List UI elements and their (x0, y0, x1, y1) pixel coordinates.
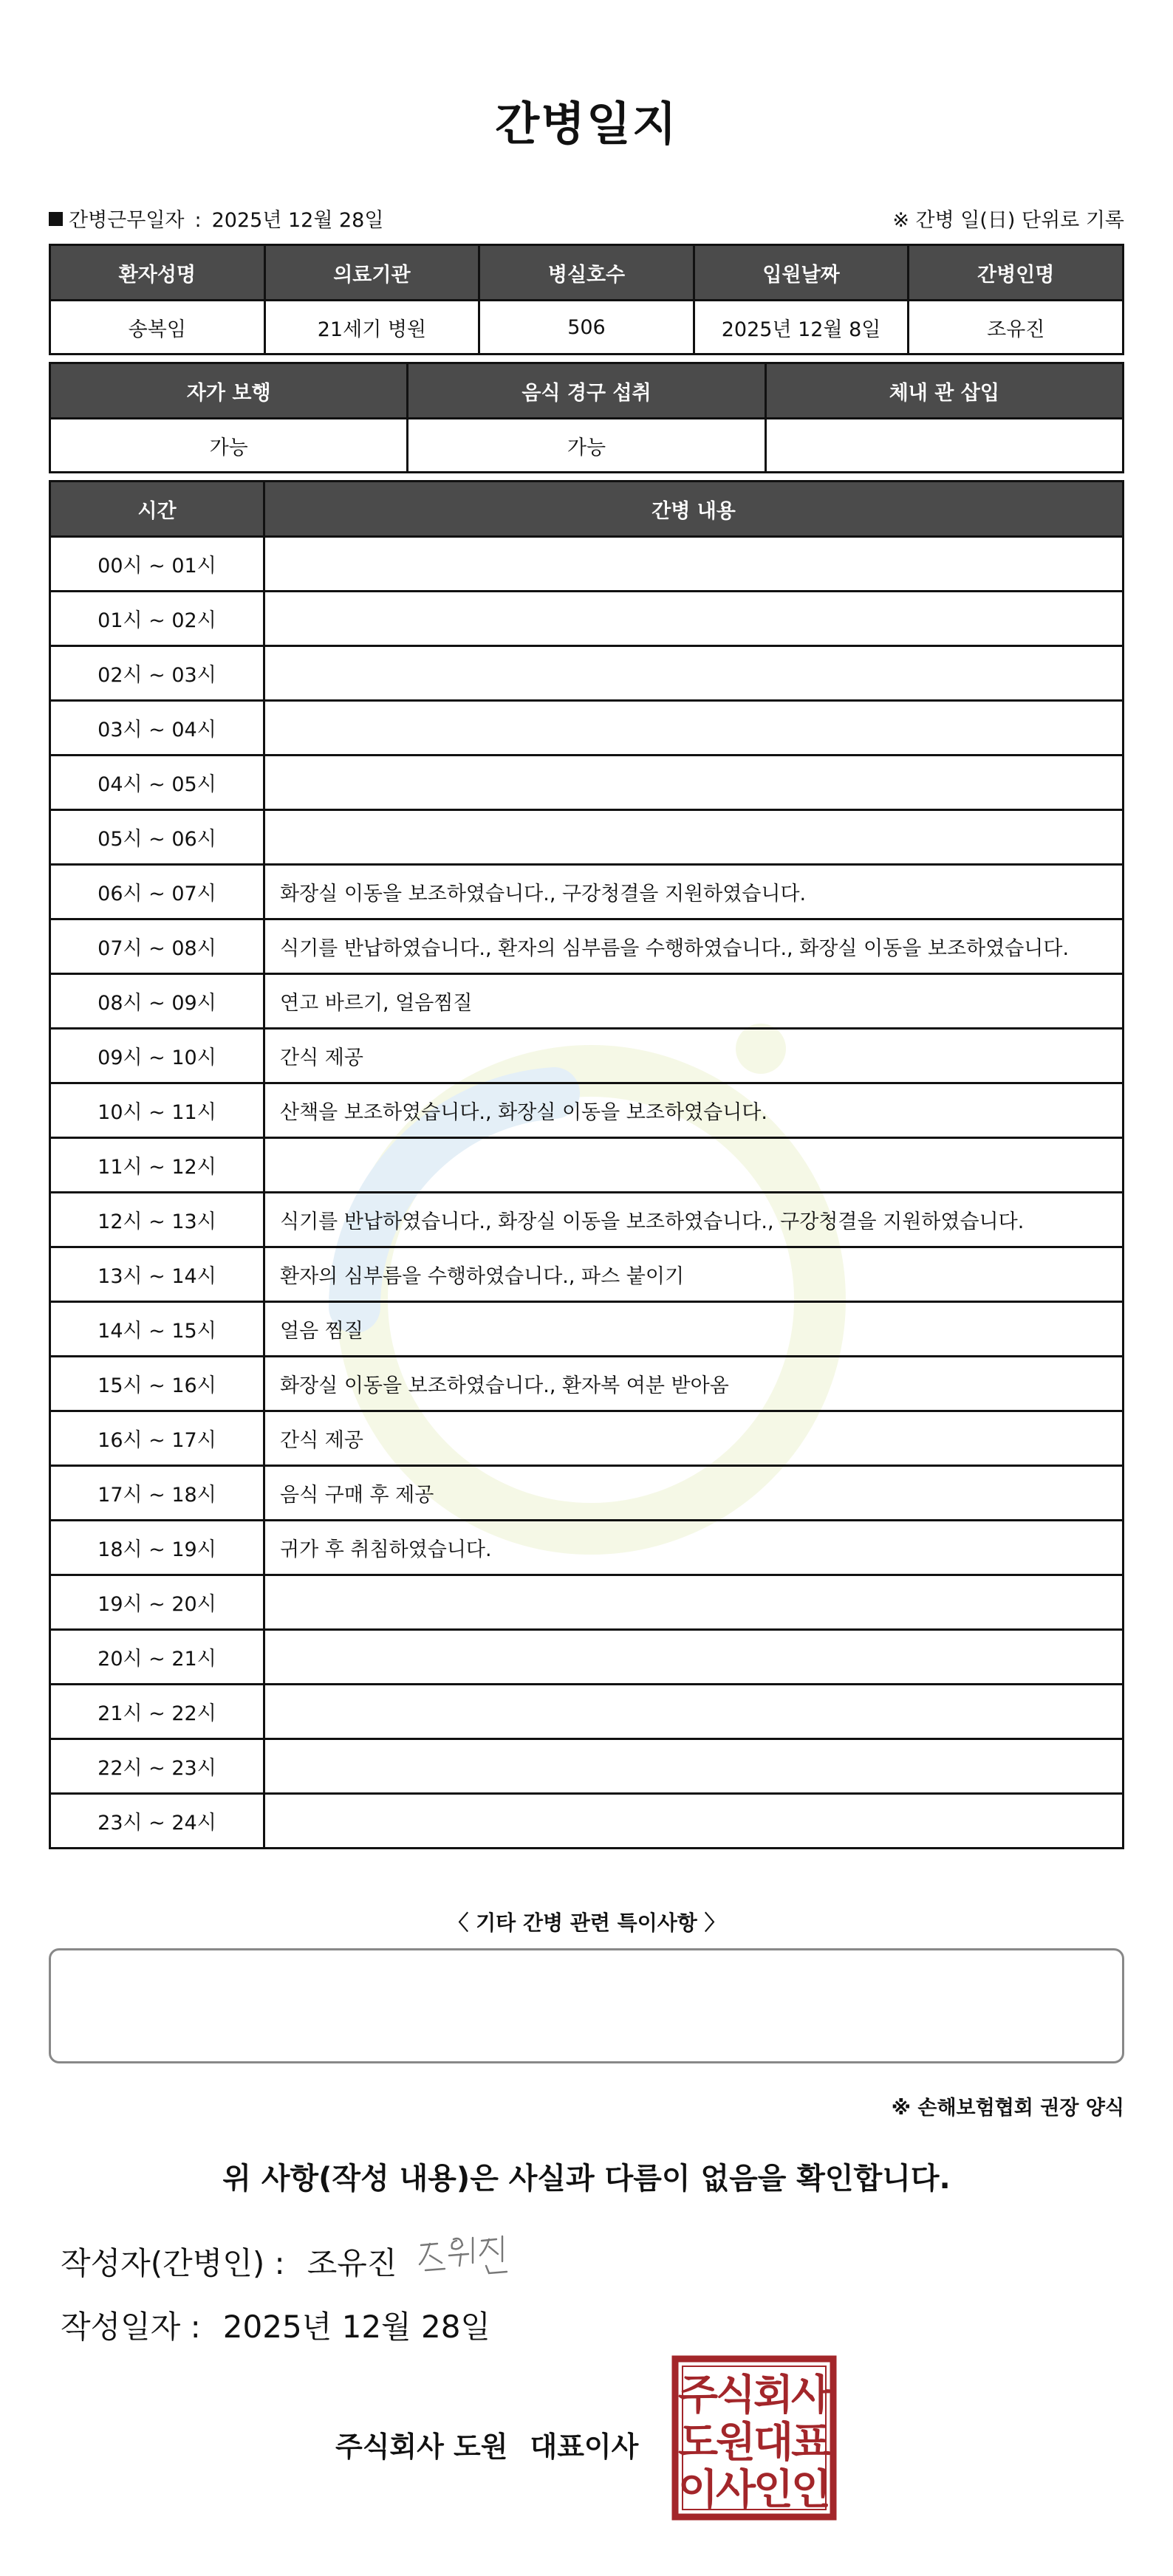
seal-char: 인 (790, 2466, 832, 2514)
log-row (50, 1685, 1124, 1739)
care-log-header-row (50, 482, 1124, 537)
patient-info-header-row (50, 245, 1124, 301)
seal-char: 식 (715, 2371, 756, 2419)
log-time-cell: 01시 ~ 02시 (50, 592, 264, 646)
written-date-value: 2025년 12월 28일 (222, 2309, 490, 2345)
log-row (50, 1302, 1124, 1357)
seal-char: 원 (715, 2419, 756, 2467)
log-time-cell: 10시 ~ 11시 (50, 1083, 264, 1138)
bullet-square-icon (49, 212, 63, 226)
work-date-separator: : (194, 209, 202, 232)
log-time-cell: 08시 ~ 09시 (50, 974, 264, 1029)
log-row (50, 865, 1124, 919)
log-content-cell: 음식 구매 후 제공 (264, 1466, 1124, 1521)
patient-info-table (49, 244, 1124, 355)
patient-info-value-row (50, 301, 1124, 354)
log-content-cell (264, 701, 1124, 756)
work-date-value: 2025년 12월 28일 (211, 209, 384, 232)
log-row (50, 1521, 1124, 1575)
seal-char: 사 (790, 2371, 832, 2419)
log-row (50, 1630, 1124, 1685)
log-row (50, 1247, 1124, 1302)
log-content-cell (264, 592, 1124, 646)
caregiver-name-value: 조유진 (909, 301, 1124, 354)
special-notes-box (49, 1948, 1124, 2063)
company-seal (671, 2354, 838, 2521)
header-oral-intake: 음식 경구 섭취 (408, 363, 765, 419)
handwritten-signature (415, 2229, 511, 2281)
confirmation-statement: 위 사항(작성 내용)은 사실과 다름이 없음을 확인합니다. (222, 2162, 951, 2196)
log-content-cell (264, 1685, 1124, 1739)
seal-char: 회 (753, 2371, 794, 2419)
log-time-cell: 07시 ~ 08시 (50, 919, 264, 974)
patient-status-table (49, 362, 1124, 473)
work-date-line (49, 204, 383, 233)
form-note: ※ 손해보험협회 권장 양식 (891, 2097, 1124, 2120)
log-row (50, 1083, 1124, 1138)
log-row (50, 756, 1124, 810)
document-title: 간병일지 (495, 97, 678, 151)
writer-label: 작성자(간병인) : (61, 2245, 285, 2281)
log-content-cell: 화장실 이동을 보조하였습니다., 구강청결을 지원하였습니다. (264, 865, 1124, 919)
header-patient-name: 환자성명 (50, 245, 265, 301)
seal-char: 도 (677, 2419, 719, 2467)
header-tube-insertion: 체내 관 삽입 (765, 363, 1123, 419)
log-time-cell: 19시 ~ 20시 (50, 1575, 264, 1630)
log-time-cell: 09시 ~ 10시 (50, 1029, 264, 1083)
hospital-value: 21세기 병원 (264, 301, 479, 354)
log-time-cell: 06시 ~ 07시 (50, 865, 264, 919)
seal-char: 주 (677, 2371, 719, 2419)
patient-name-value: 송복임 (50, 301, 265, 354)
log-content-cell (264, 1794, 1124, 1849)
log-content-cell: 식기를 반납하였습니다., 환자의 심부름을 수행하였습니다., 화장실 이동을 보조하였습니다. (264, 919, 1124, 974)
log-row (50, 592, 1124, 646)
log-content-cell: 화장실 이동을 보조하였습니다., 환자복 여분 받아옴 (264, 1357, 1124, 1411)
seal-char: 인 (753, 2466, 794, 2514)
log-row (50, 646, 1124, 701)
log-row (50, 701, 1124, 756)
log-content-cell: 귀가 후 취침하였습니다. (264, 1521, 1124, 1575)
oral-intake-value: 가능 (408, 419, 765, 473)
seal-char: 표 (790, 2419, 832, 2467)
admission-date-value: 2025년 12월 8일 (694, 301, 909, 354)
seal-char: 이 (677, 2466, 719, 2514)
log-row (50, 1466, 1124, 1521)
log-row (50, 1411, 1124, 1466)
log-row (50, 1739, 1124, 1794)
log-time-cell: 21시 ~ 22시 (50, 1685, 264, 1739)
log-time-cell: 17시 ~ 18시 (50, 1466, 264, 1521)
written-date-line (61, 2303, 490, 2347)
log-content-cell (264, 1739, 1124, 1794)
seal-char: 사 (715, 2466, 756, 2514)
log-content-cell (264, 810, 1124, 865)
representative-title: 대표이사 (530, 2431, 639, 2463)
header-caregiver-name: 간병인명 (909, 245, 1124, 301)
writer-name: 조유진 (307, 2245, 397, 2281)
company-line (335, 2424, 638, 2464)
self-walking-value: 가능 (50, 419, 408, 473)
log-time-cell: 22시 ~ 23시 (50, 1739, 264, 1794)
log-time-cell: 02시 ~ 03시 (50, 646, 264, 701)
log-content-cell: 환자의 심부름을 수행하였습니다., 파스 붙이기 (264, 1247, 1124, 1302)
log-content-cell (264, 756, 1124, 810)
written-date-label: 작성일자 : (61, 2309, 201, 2345)
log-content-cell: 간식 제공 (264, 1411, 1124, 1466)
log-row (50, 810, 1124, 865)
log-time-cell: 05시 ~ 06시 (50, 810, 264, 865)
log-time-cell: 20시 ~ 21시 (50, 1630, 264, 1685)
log-content-cell (264, 1575, 1124, 1630)
header-hospital: 의료기관 (264, 245, 479, 301)
log-time-cell: 12시 ~ 13시 (50, 1193, 264, 1247)
log-time-cell: 18시 ~ 19시 (50, 1521, 264, 1575)
log-time-cell: 14시 ~ 15시 (50, 1302, 264, 1357)
log-row (50, 1138, 1124, 1193)
log-row (50, 919, 1124, 974)
log-time-cell: 15시 ~ 16시 (50, 1357, 264, 1411)
special-notes-title: 〈 기타 간병 관련 특이사항 〉 (448, 1911, 725, 1935)
header-room-number: 병실호수 (479, 245, 694, 301)
log-time-cell: 03시 ~ 04시 (50, 701, 264, 756)
patient-status-value-row (50, 419, 1124, 473)
log-content-cell: 식기를 반납하였습니다., 화장실 이동을 보조하였습니다., 구강청결을 지원하였습니다. (264, 1193, 1124, 1247)
log-row (50, 1029, 1124, 1083)
header-self-walking: 자가 보행 (50, 363, 408, 419)
log-content-cell: 산책을 보조하였습니다., 화장실 이동을 보조하였습니다. (264, 1083, 1124, 1138)
log-row (50, 1357, 1124, 1411)
log-content-cell: 연고 바르기, 얼음찜질 (264, 974, 1124, 1029)
log-content-cell (264, 1630, 1124, 1685)
log-content-cell: 간식 제공 (264, 1029, 1124, 1083)
care-log-table (49, 480, 1124, 1849)
log-row (50, 1193, 1124, 1247)
header-admission-date: 입원날짜 (694, 245, 909, 301)
unit-note: ※ 간병 일(日) 단위로 기록 (892, 209, 1124, 232)
log-content-cell (264, 646, 1124, 701)
tube-insertion-value (765, 419, 1123, 473)
log-time-cell: 00시 ~ 01시 (50, 537, 264, 592)
log-row (50, 537, 1124, 592)
log-time-cell: 04시 ~ 05시 (50, 756, 264, 810)
patient-status-header-row (50, 363, 1124, 419)
log-row (50, 974, 1124, 1029)
log-row (50, 1575, 1124, 1630)
work-date-label: 간병근무일자 (69, 209, 185, 232)
seal-char: 대 (753, 2419, 794, 2467)
log-content-cell (264, 1138, 1124, 1193)
room-number-value: 506 (479, 301, 694, 354)
log-content-cell (264, 537, 1124, 592)
log-time-cell: 11시 ~ 12시 (50, 1138, 264, 1193)
log-time-cell: 23시 ~ 24시 (50, 1794, 264, 1849)
log-time-cell: 16시 ~ 17시 (50, 1411, 264, 1466)
care-log-body (50, 537, 1124, 1849)
log-time-cell: 13시 ~ 14시 (50, 1247, 264, 1302)
log-row (50, 1794, 1124, 1849)
company-name: 주식회사 도원 (335, 2431, 508, 2463)
header-care-content: 간병 내용 (264, 482, 1124, 537)
writer-line (61, 2239, 397, 2284)
header-time: 시간 (50, 482, 264, 537)
log-content-cell: 얼음 찜질 (264, 1302, 1124, 1357)
